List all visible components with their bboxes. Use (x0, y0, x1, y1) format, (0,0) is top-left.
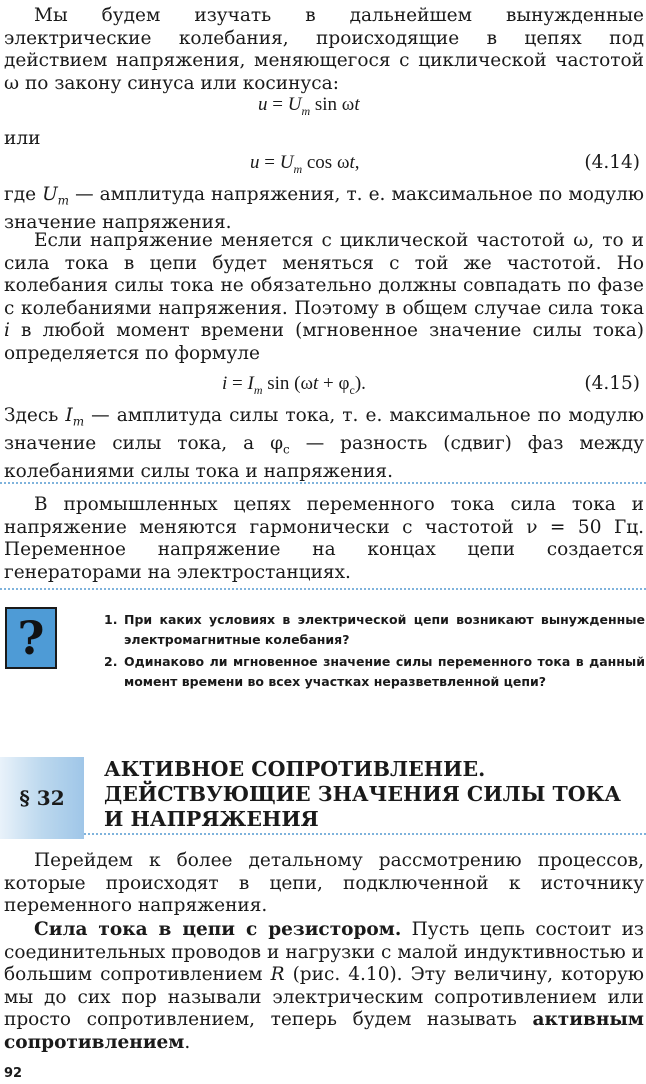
question-number: 2. (104, 654, 118, 669)
formula-number-4-15: (4.15) (584, 373, 640, 394)
question-item (100, 610, 645, 650)
paragraph-industrial: В промышленных цепях переменного тока сила тока и напряжение меняются гармонически с частотой ν = 50 Гц. Переменное напряжение на концах цепи создается генераторами на электростанциях. (4, 494, 644, 583)
question-list (100, 610, 645, 694)
question-text: При каких условиях в электрической цепи возникают вынужденные электромагнитные колебания? (124, 612, 645, 647)
question-icon: ? (5, 607, 57, 669)
formula-sine: $u = U_m$ sin ωt (258, 94, 360, 118)
term-active-resistance: активным сопротивлением (4, 1009, 644, 1053)
question-text: Одинаково ли мгновенное значение силы переменного тока в данный момент времени во всех участках неразветвленной цепи? (124, 654, 645, 689)
paragraph-amplitude-voltage: где $U_m$ — амплитуда напряжения, т. е. максимальное по модулю значение напряжения. (4, 184, 644, 234)
section-title-line: ДЕЙСТВУЮЩИЕ ЗНАЧЕНИЯ СИЛЫ ТОКА (104, 782, 621, 806)
dotted-separator (0, 588, 646, 590)
page-number: 92 (4, 1066, 23, 1081)
word-or: или (4, 128, 41, 149)
question-item (100, 652, 645, 692)
formula-cosine: $u = U_m$ cos ωt, (250, 152, 360, 176)
formula-number-4-14: (4.14) (584, 152, 640, 173)
paragraph-intro: Мы будем изучать в дальнейшем вынужденные электрические колебания, происходящие в цепях под действием напряжения, меняющегося с циклической частотой ω по закону синуса или косинуса: (4, 5, 644, 94)
section-title-line: АКТИВНОЕ СОПРОТИВЛЕНИЕ. (104, 757, 486, 781)
paragraph-resistor-text: Пусть цепь состоит из соединительных проводов и нагрузки с малой индуктивностью и большим сопротивлением R (рис. 4.10). Эту величину, которую мы до сих пор называли электрическим сопротивлением или просто сопротивлением, теперь будем называть (4, 919, 644, 1030)
paragraph-end: . (184, 1031, 191, 1053)
section-title (104, 757, 644, 832)
dotted-separator (0, 482, 646, 484)
question-number: 1. (104, 612, 118, 627)
subheading-resistor: Сила тока в цепи с резистором. (34, 919, 402, 940)
paragraph-resistor (4, 919, 644, 1054)
formula-current: $i = I_m$ $\sin (\omega t + \varphi_c)$. (222, 373, 366, 397)
paragraph-current-frequency: Если напряжение меняется с циклической частотой ω, то и сила тока в цепи будет меняться с той же частотой. Но колебания силы тока не обязательно должны совпадать по фазе с колебаниями напряжения. Поэтому в общем случае сила тока i в любой момент времени (мгновенное значение силы тока) определяется по формуле (4, 230, 644, 364)
paragraph-detailed: Перейдем к более детальному рассмотрению процессов, которые происходят в цепи, подключенной к источнику переменного напряжения. (4, 850, 644, 916)
paragraph-amplitude-current: Здесь $I_m$ — амплитуда силы тока, т. е. максимальное по модулю значение силы тока, а $\varphi_c$ — разность (сдвиг) фаз между колебаниями силы тока и напряжения. (4, 405, 644, 483)
section-underline (84, 833, 646, 835)
section-number-badge: § 32 (0, 757, 84, 839)
section-title-line: И НАПРЯЖЕНИЯ (104, 807, 319, 831)
